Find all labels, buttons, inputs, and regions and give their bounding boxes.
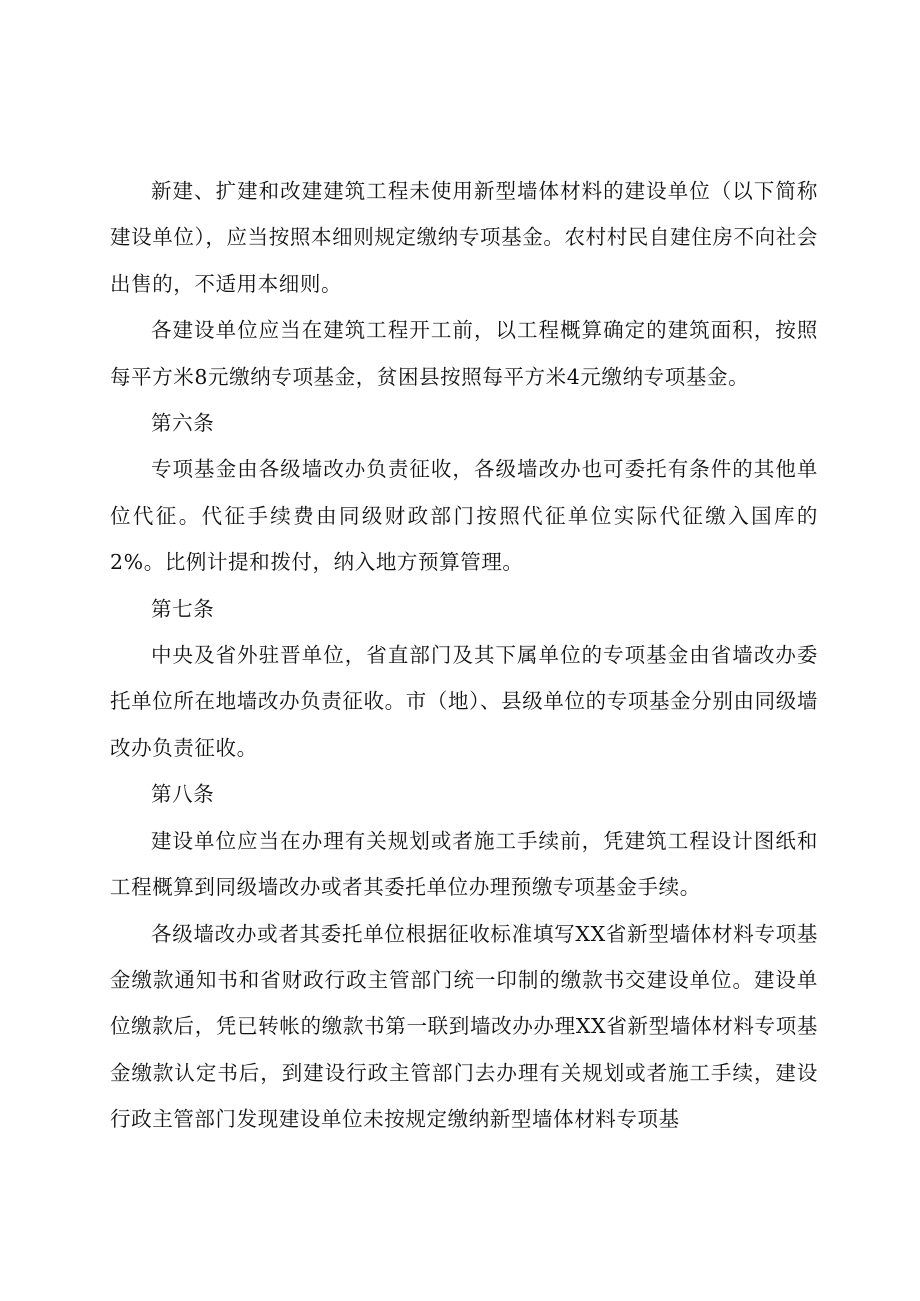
paragraph-prepayment: 建设单位应当在办理有关规划或者施工手续前，凭建筑工程设计图纸和工程概算到同级墙改办或者其委托单位办理预缴专项基金手续。 [110,828,818,900]
article-heading-6: 第六条 [151,411,215,436]
paragraph-scope: 新建、扩建和改建建筑工程未使用新型墙体材料的建设单位（以下简称建设单位），应当按照本细则规定缴纳专项基金。农村村民自建住房不向社会出售的，不适用本细则。 [110,179,818,296]
paragraph-fee-rate: 各建设单位应当在建筑工程开工前，以工程概算确定的建筑面积，按照每平方米8元缴纳专项基金，贫困县按照每平方米4元缴纳专项基金。 [110,318,818,389]
paragraph-jurisdiction: 中央及省外驻晋单位，省直部门及其下属单位的专项基金由省墙改办委托单位所在地墙改办负责征收。市（地）、县级单位的专项基金分别由同级墙改办负责征收。 [110,643,818,760]
article-heading-7: 第七条 [151,596,215,621]
paragraph-payment-procedure: 各级墙改办或者其委托单位根据征收标准填写XX省新型墙体材料专项基金缴款通知书和省财政行政主管部门统一印制的缴款书交建设单位。建设单位缴款后，凭已转帐的缴款书第一联到墙改办办理XX省新型墙体材料专项基金缴款认定书后，到建设行政主管部门去办理有关规划或者施工手续，建设行政主管部门发现建设单位未按规定缴纳新型墙体材料专项基 [110,921,818,1132]
article-heading-8: 第八条 [151,782,215,807]
document-body [110,168,818,1143]
paragraph-collection: 专项基金由各级墙改办负责征收，各级墙改办也可委托有条件的其他单位代征。代征手续费由同级财政部门按照代征单位实际代征缴入国库的2%。比例计提和拨付，纳入地方预算管理。 [110,457,818,575]
